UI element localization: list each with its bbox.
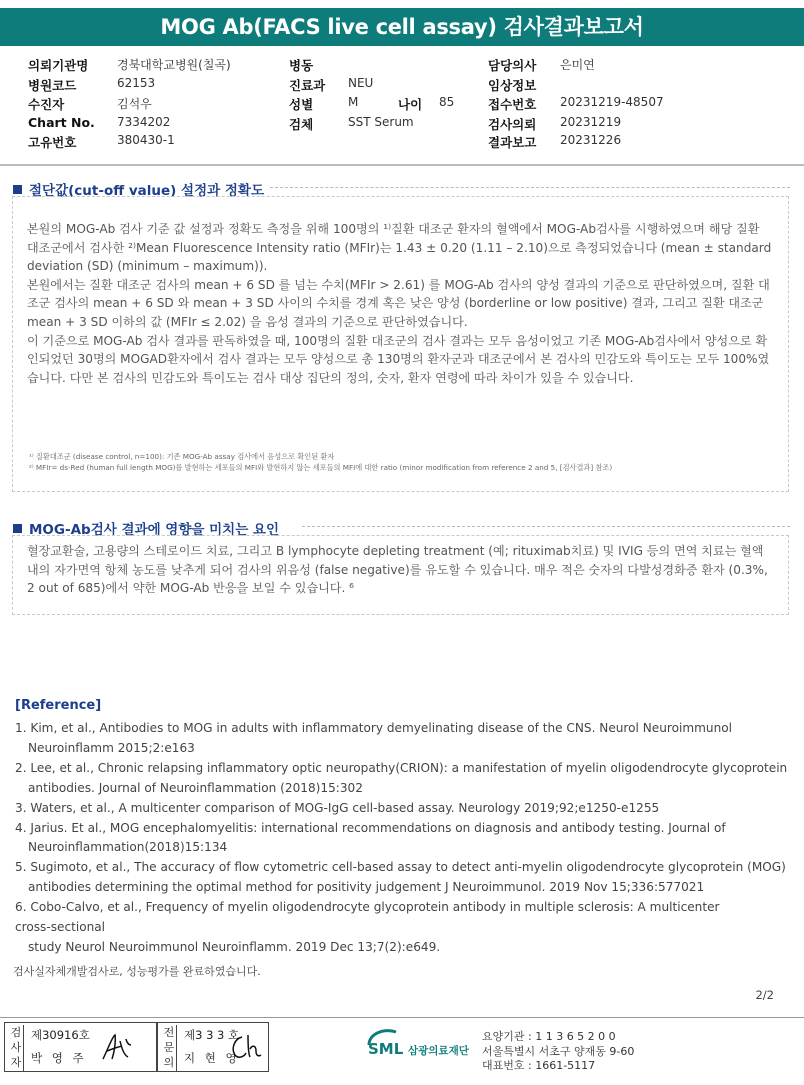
request-value: 20231219 — [560, 115, 622, 129]
footnote-2: ²⁾ MFIr= ds-Red (human full length MOG)를 발현하는 세포들의 MFI와 발현하지 않는 세포들의 MFI에 대한 ratio (minor modification from reference 2 and 5, [검사결과] 참조) — [29, 463, 613, 472]
square-bullet-icon — [13, 185, 22, 194]
section1-para-3: 이 기준으로 MOG-Ab 검사 결과를 판독하였을 때, 100명의 질환 대조군의 검사 결과는 모두 음성이었고 기존 MOG-Ab검사에서 양성으로 확인되었던 30명의 MOGAD환자에서 검사 결과는 모두 양성으로 총 130명의 환자군과 대조군에서 본 검사의 민감도와 특이도는 모두 100%였습니다. 다만 본 검사의 민감도와 특이도는 검사 대상 집단의 정의, 숫자, 환자 연령에 따라 차이가 있을 수 있습니다. — [27, 333, 770, 385]
collector-value: 김석우 — [117, 97, 152, 111]
page-number: 2/2 — [755, 988, 774, 1002]
reference-item: 3. Waters, et al., A multicenter comparison of MOG-IgG cell-based assay. Neurology 2019;92;e1250-e1255 — [15, 800, 660, 815]
reference-item: study Neurol Neuroimmunol Neuroinflamm. 2019 Dec 13;7(2):e649. — [28, 939, 441, 954]
section1-title-text: 절단값(cut-off value) 설정과 정확도 — [29, 183, 264, 199]
receipt-label: 접수번호 — [488, 97, 537, 112]
reference-item: 5. Sugimoto, et al., The accuracy of flow cytometric cell-based assay to detect anti-myelin oligodendrocyte glycoprotein (MOG) — [15, 860, 786, 875]
sml-logo-icon — [366, 1027, 478, 1065]
org-address: 서울특별시 서초구 양재동 9-60 — [482, 1044, 635, 1058]
collector-label: 수진자 — [28, 97, 65, 112]
code-label: 병원코드 — [28, 78, 77, 93]
dept-value: NEU — [348, 76, 374, 90]
unique-value: 380430-1 — [117, 133, 175, 147]
reference-item: 6. Cobo-Calvo, et al., Frequency of myelin oligodendrocyte glycoprotein antibody in multiple sclerosis: A multicenter — [15, 900, 720, 915]
hospital-label: 의뢰기관명 — [28, 58, 89, 73]
age-value: 85 — [439, 95, 455, 109]
dept-label: 진료과 — [289, 78, 326, 93]
sml-logo-text: SML — [368, 1040, 404, 1058]
report-title: MOG Ab(FACS live cell assay) 검사결과보고서 — [0, 8, 804, 46]
section1-body — [27, 220, 772, 387]
unique-label: 고유번호 — [28, 135, 77, 150]
specialist-vertical-label: 전문의 — [162, 1025, 177, 1071]
section1-para-2: 본원에서는 질환 대조군 검사의 mean + 6 SD 를 넘는 수치(MFIr > 2.61) 를 MOG-Ab 검사의 양성 결과의 기준으로 판단하였으며, 질환 대조군 검사의 mean + 6 SD 와 mean + 3 SD 사이의 수치를 경계 혹은 낮은 양성 (borderline or low positive) 결과, 그리고 질환 대조군 mean + 3 SD 이하의 값 (MFIr ≤ 2.02) 을 음성 결과의 기준으로 판단하였습니다. — [27, 277, 770, 329]
reference-item: Neuroinflamm 2015;2:e163 — [28, 740, 195, 755]
specialist-signature-icon — [228, 1031, 264, 1063]
footnote-1: ¹⁾ 질환대조군 (disease control, n=100): 기존 MOG-Ab assay 검사에서 음성으로 확인된 환자 — [29, 452, 335, 461]
square-bullet-icon — [13, 524, 22, 533]
reference-list — [15, 719, 790, 982]
info-divider — [0, 164, 804, 166]
reference-item: 4. Jarius. Et al., MOG encephalomyelitis: international recommendations on diagnosis and antibody testing. Journal of — [15, 820, 726, 835]
validation-note: 검사실자체개발검사로, 성능평가를 완료하였습니다. — [13, 964, 261, 978]
sex-value: M — [348, 95, 359, 109]
report-label: 결과보고 — [488, 135, 537, 150]
specialist-stamp — [157, 1022, 269, 1072]
code-value: 62153 — [117, 76, 156, 90]
section2-body: 혈장교환술, 고용량의 스테로이드 치료, 그리고 B lymphocyte depleting treatment (예; rituximab치료) 및 IVIG 등의 면역 치료는 혈액 내의 자가면역 항체 농도를 낮추게 되어 검사의 위음성 (false negative)를 유도할 수 있습니다. 매우 적은 숫자의 다발성경화증 환자 (0.3%, 2 out of 685)에서 약한 MOG-Ab 반응을 보일 수 있습니다. ⁶ — [27, 544, 768, 596]
org-code: 요양기관 : 1 1 3 6 5 2 0 0 — [482, 1030, 616, 1043]
org-name: 삼광의료재단 — [408, 1045, 469, 1057]
patient-info — [0, 54, 804, 154]
reference-item: Neuroinflammation(2018)15:134 — [28, 840, 228, 855]
org-details — [482, 1030, 634, 1074]
examiner-signature-icon — [100, 1031, 134, 1065]
request-label: 검사의뢰 — [488, 117, 537, 132]
reference-item: antibodies determining the optimal method for positivity judgement J Neuroimmunol. 2019 Nov 15;336:577021 — [28, 880, 705, 895]
examiner-stamp — [4, 1022, 157, 1072]
reference-item: cross-sectional — [15, 920, 106, 935]
receipt-value: 20231219-48507 — [560, 95, 664, 109]
report-value: 20231226 — [560, 133, 622, 147]
section1-rule — [270, 187, 790, 188]
sml-logo — [366, 1027, 478, 1069]
age-label: 나이 — [398, 97, 423, 112]
reference-item: 2. Lee, et al., Chronic relapsing inflammatory optic neuropathy(CRION): a manifestation of myelin oligodendrocyte glycoprotein — [15, 760, 788, 775]
ward-label: 병동 — [289, 58, 314, 73]
section2-title-text: MOG-Ab검사 결과에 영향을 미치는 요인 — [29, 522, 280, 538]
chart-label: Chart No. — [28, 115, 95, 130]
examiner-vertical-label: 검사자 — [9, 1025, 24, 1071]
examiner-name: 박 영 주 — [31, 1051, 87, 1065]
specimen-value: SST Serum — [348, 115, 414, 129]
reference-title: [Reference] — [15, 698, 102, 713]
chart-value: 7334202 — [117, 115, 171, 129]
hospital-value: 경북대학교병원(칠곡) — [117, 58, 231, 72]
specimen-label: 검체 — [289, 117, 314, 132]
clinical-label: 임상정보 — [488, 78, 537, 93]
section2-rule — [302, 526, 790, 527]
specialist-name: 지 현 영 — [184, 1051, 240, 1065]
org-phone: 대표번호 : 1661-5117 — [482, 1059, 596, 1072]
reference-item: 1. Kim, et al., Antibodies to MOG in adults with inflammatory demyelinating disease of the CNS. Neurol Neuroimmunol — [15, 721, 733, 735]
sex-label: 성별 — [289, 97, 314, 112]
specialist-license: 제3 3 3 호 — [184, 1028, 240, 1042]
doctor-label: 담당의사 — [488, 58, 537, 73]
examiner-license: 제30916호 — [31, 1028, 90, 1042]
footer-divider — [0, 1017, 804, 1018]
reference-item: antibodies. Journal of Neuroinflammation (2018)15:302 — [28, 780, 363, 795]
doctor-value: 은미연 — [560, 58, 595, 72]
section1-para-1: 본원의 MOG-Ab 검사 기준 값 설정과 정확도 측정을 위해 100명의 ¹⁾질환 대조군 환자의 혈액에서 MOG-Ab검사를 시행하였으며 해당 질환 대조군에서 검사한 ²⁾Mean Fluorescence Intensity ratio (MFIr)는 1.43 ± 0.20 (1.11 – 2.10)으로 측정되었습니다 (mean ± standard deviation (SD) (minimum – maximum)). — [27, 222, 772, 274]
